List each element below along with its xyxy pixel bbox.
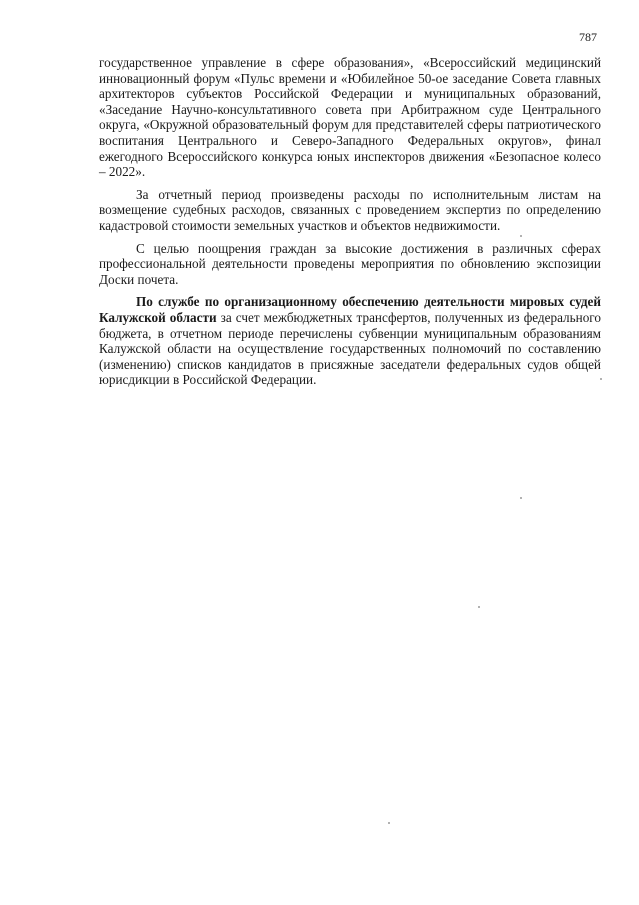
page-number: 787 <box>579 30 597 44</box>
paragraph-honor-board: С целью поощрения граждан за высокие достижения в различных сферах профессиональной деятельности проведены мероприятия по обновлению экспозиции Доски почета. <box>99 240 601 287</box>
paragraph-court-expenses: За отчетный период произведены расходы по исполнительным листам на возмещение судебных расходов, связанных с проведением экспертиз по определению кадастровой стоимости земельных участков и объектов недвижимости. <box>99 186 601 233</box>
section-heading-magistrates: По службе по организационному обеспечению деятельности мировых судей Калужской области <box>99 294 601 325</box>
paragraph-magistrates-text: за счет межбюджетных трансфертов, полученных из федерального бюджета, в отчетном периоде перечислены субвенции муниципальным образованиям Калужской области на осуществление государственных полномочий по составлению (изменению) списков кандидатов в присяжные заседатели федеральных судов общей юрисдикции в Российской Федерации. <box>99 309 601 388</box>
paragraph-events-list: государственное управление в сфере образования», «Всероссийский медицинский инновационный форум «Пульс времени и «Юбилейное 50-ое заседание Совета главных архитекторов субъектов Российской Федерации и муниципальных образований, «Заседание Научно-консультативного совета при Арбитражном суде Центрального округа, «Окружной образовательный форум для представителей сферы патриотического воспитания Центрального и Северо-Западного Федеральных округов», финал ежегодного Всероссийского конкурса юных инспекторов движения «Безопасное колесо – 2022». <box>99 55 601 180</box>
scan-speck <box>520 497 522 499</box>
scan-speck <box>478 606 480 608</box>
scan-speck <box>520 235 522 237</box>
scan-speck <box>600 378 602 380</box>
scan-speck <box>388 822 390 824</box>
document-body <box>99 55 601 395</box>
paragraph-magistrates-service <box>99 294 601 388</box>
